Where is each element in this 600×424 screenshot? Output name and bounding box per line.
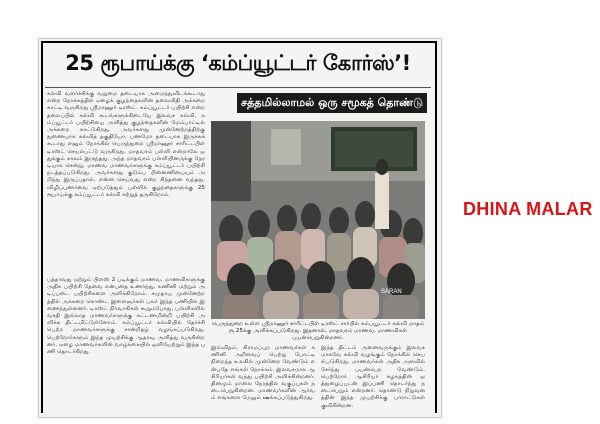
headline-underline <box>45 87 431 88</box>
photo-caption: பெருந்துறை உள்ள ஸ்ரீமாணூர் சாரிட்டபிள் டிரஸ்ட் சார்பில் கம்ப்யூட்டர் கல்வி மாதம் ரூ.25க்கு அளிக்கப்படுகிறது. இதனால், மாதவரம் மாணவ, மாணவிகள் பயன்பெறுகின்றனர். <box>211 321 425 341</box>
left-column-bottom-text: பத்தாவது மற்றும் பிளஸ் 2 படிக்கும் மாணவ, மாணவிகளுக்கு அதிக பயிற்சி தேவை என்பதை உணர்ந்து, கணினி மற்றும் அடிப்படை பயிற்சிகளை அளிக்கிறோம். சமுதாய முன்னேற்றத்தில் அக்கறை கொண்ட இளைஞர்கள் பலர் இந்த பணியில் இணைந்துள்ளனர். டிரஸ்ட் நிர்வாகிகள் கூறும்போது, பள்ளிகளில் வசதி இல்லாத மாணவர்களுக்கு கட்டணமின்றி பயிற்சி அளிக்க திட்டமிட்டுள்ளோம். கம்ப்யூட்டர் கல்வியில் தேர்ச்சி பெற்ற மாணவர்களுக்கு சான்றிதழ் வழங்கப்படுகிறது. பெற்றோர்களும் இந்த முயற்சிக்கு ஆதரவு அளித்து வருகின்றனர். ஏழை மாணவர்களின் வாழ்க்கையில் ஒளியேற்றும் இந்த பணி தொடர்கிறது. <box>47 277 205 356</box>
classroom-photo <box>211 121 425 319</box>
left-column-top-text: கல்வி வளர்ச்சிக்கு வறுமை தடையாக அமைந்துவிடக்கூடாது என்ற நோக்கத்தில் ஏழைக் குழந்தைகளின் தலைவிதி அக்கறை காட்டி வருகிறது ஸ்ரீமாணூர் டிரஸ்ட். கம்ப்யூட்டர் பயிற்சி என்ற தலைப்பில் கல்வி கூடங்களுக்கிடையே இலவச கல்வி, கம்ப்யூட்டர் பயிற்சியை அளித்து குழந்தைகளின் மேம்பாட்டில் அக்கறை காட்டுகிறது. அவர்களது முன்னேற்றத்திற்கு துணையாக கல்வித் தகுதியோ, பணமோ தடையாக இருக்கக் கூடாது எனும் நோக்கில் பெருந்துறை ஸ்ரீமாணூர் சாரிட்டபிள் டிரஸ்ட் செயல்பட்டு வருகிறது. மாதவரம் பள்ளி என்றாலே ஒதுக்கும் காலம் இருந்தது. அந்த மாதவரம் பள்ளியினருக்கு நேரடியாக சென்று, மாணவ மாணவர்களுக்கு கம்ப்யூட்டர் பயிற்சி நடத்தப்படுகிறது. அவர்களது குடும்ப பின்னணியையும் அறிந்து இருப்பதால், என்ன செய்வது என்ற சிந்தனை வந்தது. விழிப்புணர்வை ஏற்படுத்தும் பள்ளிக் குழந்தைகளுக்கு 25 ரூபாய்க்கு கம்ப்யூட்டர் கல்வி கற்றுத் தருகிறோம். <box>47 91 205 198</box>
bottom-column-1-text: இவ்விதம், கிராமப்புற மாணவர்கள் கணினி அறிவைப் பெற்று போட்டி நிறைந்த உலகில் முன்னேற வேண்டும் என்பதே எங்கள் நோக்கம். இலவசமாக ஆசிரியர்கள் வந்து பயிற்சி அளிக்கின்றனர். தினமும் மாலை நேரத்தில் வகுப்புகள் நடைபெறுகின்றன. மாணவர்களின் ஆர்வம் எங்களை மேலும் ஊக்கப்படுத்துகிறது. <box>211 345 315 402</box>
photo-sign-text: SARAN <box>381 289 402 295</box>
newspaper-source-label: DHINA MALAR <box>463 199 593 219</box>
right-border-rule <box>435 41 437 413</box>
article-headline: 25 ரூபாய்க்கு ‘கம்ப்யூட்டர் கோர்ஸ்’! <box>65 51 411 75</box>
left-border-rule <box>41 41 43 413</box>
article-subheadline: சத்தமில்லாமல் ஒரு சமூகத் தொண்டு <box>241 96 423 109</box>
bottom-column-2-text: இந்த திட்டம் அனைவருக்கும் இலவசமாகவே கல்வி வழங்கும் நோக்கில் செயல்படுகிறது. மாணவர்கள் அதிக அளவில் சேர்ந்து பயன்பெற வேண்டும். பெற்றோர் ஆசிரியர் கழகத்தின் ஒத்துழைப்புடன் இப்பணி தொடர்ந்து நடைபெறும் என்றனர். தொண்டு நிறுவனத்தின் இந்த முயற்சிக்கு பாராட்டுகள் குவிகின்றன. <box>321 345 425 409</box>
classroom-photo-image <box>211 121 425 319</box>
newspaper-clipping <box>38 38 442 418</box>
